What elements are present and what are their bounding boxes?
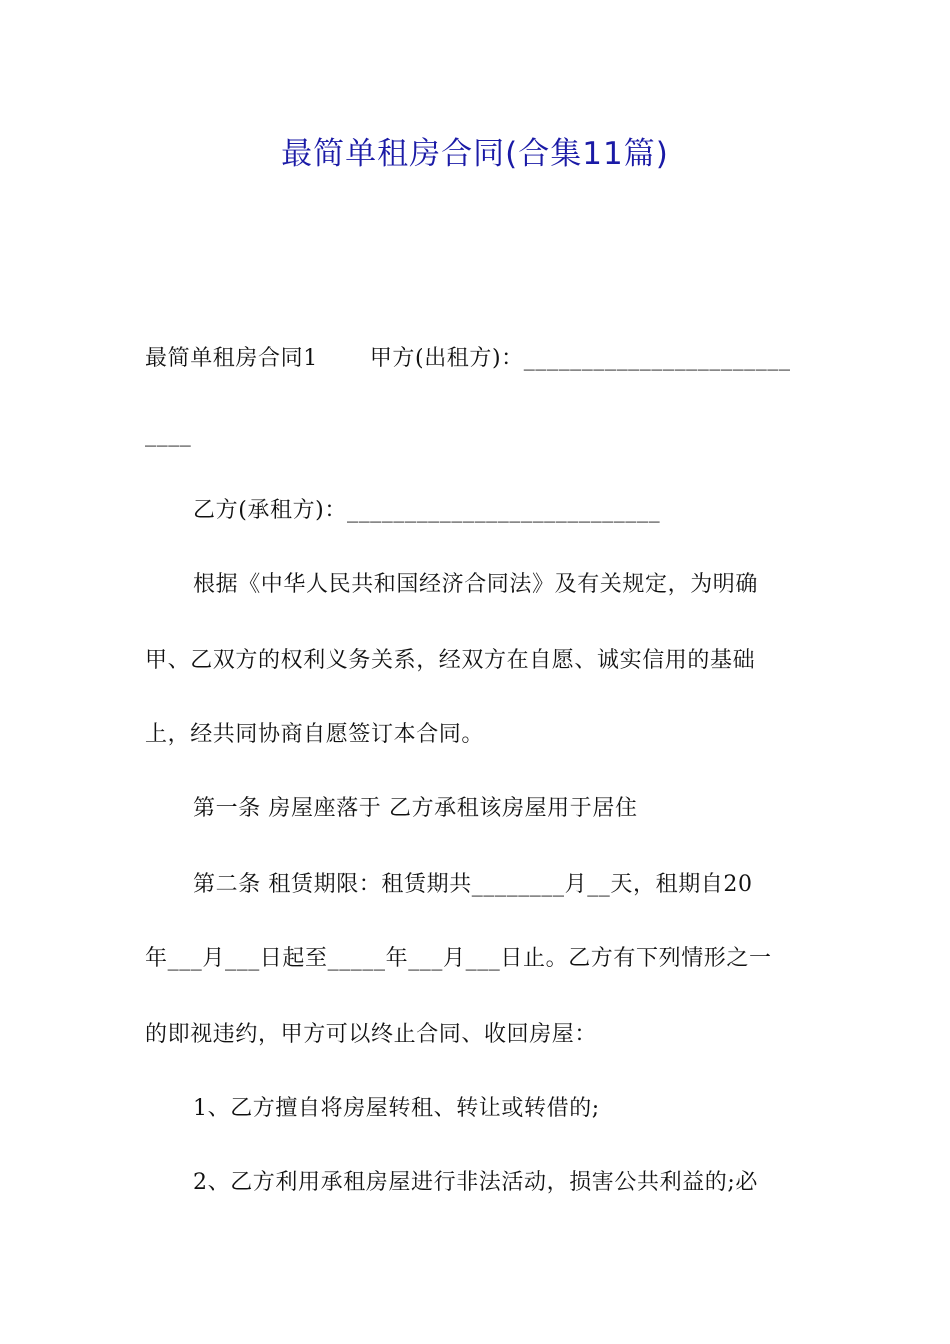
document-title: 最简单租房合同(合集11篇) [281, 136, 669, 172]
party-b-field: 乙方(承租方)：___________________________ [193, 498, 661, 523]
list-item-1: 1、乙方擅自将房屋转租、转让或转借的; [193, 1096, 600, 1121]
paragraph-line-6: 上，经共同协商自愿签订本合同。 [145, 722, 485, 747]
paragraph-line-10: 的即视违约，甲方可以终止合同、收回房屋： [145, 1022, 598, 1047]
paragraph-line-2: ____ [145, 422, 192, 447]
paragraph-line-9: 年___月___日起至_____年___月___日止。乙方有下列情形之一 [145, 946, 772, 971]
paragraph-line-4: 根据《中华人民共和国经济合同法》及有关规定，为明确 [193, 572, 759, 597]
article-2: 第二条 租赁期限：租赁期共________月__天，租期自20 [193, 872, 753, 897]
paragraph-line-5: 甲、乙双方的权利义务关系，经双方在自愿、诚实信用的基础 [145, 648, 756, 673]
paragraph-line-1 [145, 344, 810, 374]
party-a-field: 甲方(出租方)：_______________________ [369, 346, 791, 371]
contract-heading: 最简单租房合同1 [145, 346, 318, 371]
article-1: 第一条 房屋座落于 乙方承租该房屋用于居住 [193, 796, 638, 821]
list-item-2: 2、乙方利用承租房屋进行非法活动，损害公共利益的;必 [193, 1170, 759, 1195]
